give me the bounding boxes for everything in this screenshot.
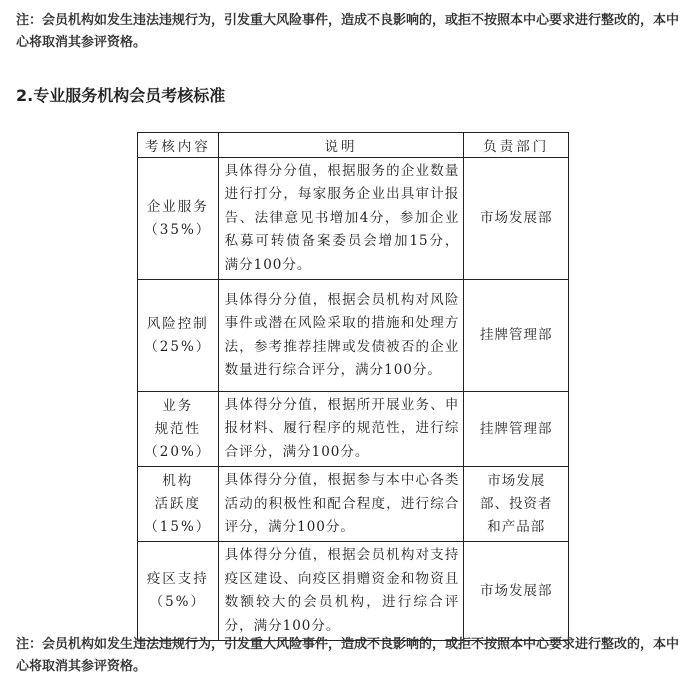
department-line: 市场发展 (487, 472, 546, 489)
item-line: 企业服务 (146, 198, 209, 215)
header-item: 考核内容 (138, 133, 219, 158)
department-line: 挂牌管理部 (479, 420, 553, 437)
table-row-epidemic-support (138, 542, 569, 641)
item-weight: （25%） (144, 338, 212, 355)
department-line: 市场发展部 (479, 210, 553, 227)
table-row-business-compliance (138, 392, 569, 467)
item-line: 活跃度 (154, 495, 202, 512)
department-cell (464, 467, 569, 542)
department-line: 部、投资者 (479, 495, 553, 512)
department-cell (464, 392, 569, 467)
note-bottom: 注：会员机构如发生违法违规行为，引发重大风险事件，造成不良影响的，或拒不按照本中心要求进行整改的，本中心将取消其参评资格。 (16, 637, 680, 674)
item-cell (138, 467, 219, 542)
item-cell (138, 542, 219, 641)
assessment-criteria-table (137, 132, 569, 641)
item-line: 机构 (162, 472, 194, 489)
item-weight: （35%） (144, 221, 212, 238)
description-cell: 具体得分分值，根据会员机构对风险事件或潜在风险采取的措施和处理方法，参考推荐挂牌或发债被否的企业数量进行综合评分，满分100分。 (218, 280, 464, 392)
header-department: 负责部门 (464, 133, 569, 158)
description-cell: 具体得分分值，根据服务的企业数量进行打分，每家服务企业出具审计报告、法律意见书增加4分，参加企业私募可转债备案委员会增加15分，满分100分。 (218, 158, 464, 280)
item-weight: （5%） (149, 594, 207, 611)
header-description: 说明 (218, 133, 464, 158)
department-line: 市场发展部 (479, 582, 553, 599)
section-title: 2.专业服务机构会员考核标准 (16, 86, 226, 105)
table-row-risk-control (138, 280, 569, 392)
item-line: 业务 (162, 397, 194, 414)
description-cell: 具体得分分值，根据参与本中心各类活动的积极性和配合程度，进行综合评分，满分100分。 (218, 467, 464, 542)
department-line: 和产品部 (487, 518, 546, 535)
department-cell (464, 158, 569, 280)
table-header-row (138, 133, 569, 158)
item-weight: （20%） (144, 443, 212, 460)
item-line: 规范性 (154, 420, 202, 437)
item-cell (138, 158, 219, 280)
item-weight: （15%） (144, 518, 212, 535)
description-cell: 具体得分分值，根据会员机构对支持疫区建设、向疫区捐赠资金和物资且数额较大的会员机构，进行综合评分，满分100分。 (218, 542, 464, 641)
item-cell (138, 280, 219, 392)
table-row-activity (138, 467, 569, 542)
department-cell (464, 542, 569, 641)
item-line: 疫区支持 (146, 571, 209, 588)
item-line: 风险控制 (146, 315, 209, 332)
department-cell (464, 280, 569, 392)
description-cell: 具体得分分值，根据所开展业务、申报材料、履行程序的规范性，进行综合评分，满分100分。 (218, 392, 464, 467)
department-line: 挂牌管理部 (479, 327, 553, 344)
note-top: 注：会员机构如发生违法违规行为，引发重大风险事件，造成不良影响的，或拒不按照本中心要求进行整改的，本中心将取消其参评资格。 (16, 13, 680, 50)
table-row-enterprise-service (138, 158, 569, 280)
item-cell (138, 392, 219, 467)
